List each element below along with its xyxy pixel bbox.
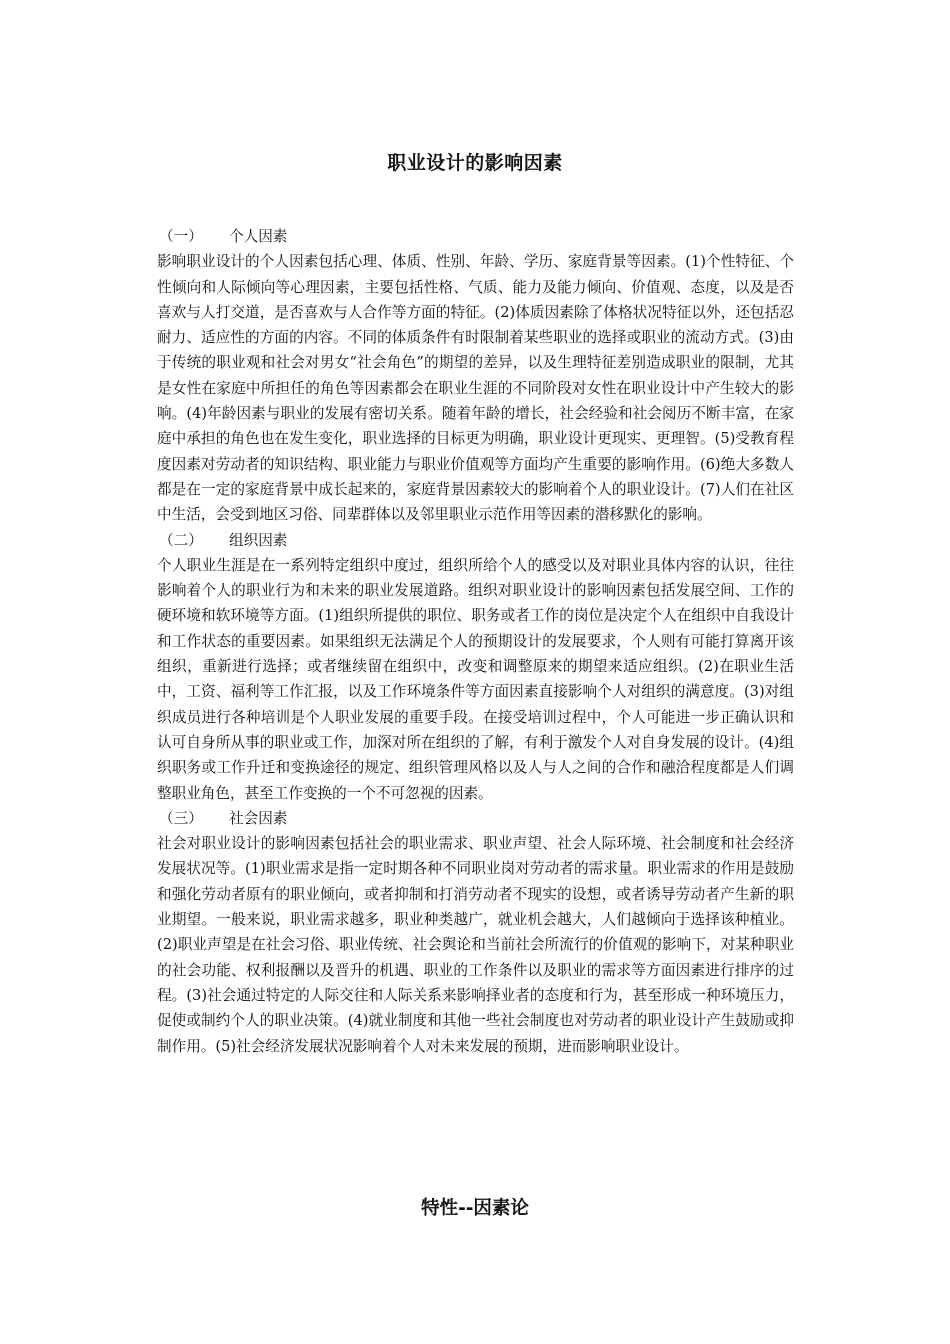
document-body <box>157 224 794 1059</box>
section-heading-society <box>157 806 794 831</box>
section-paragraph-society: 社会对职业设计的影响因素包括社会的职业需求、职业声望、社会人际环境、社会制度和社会经济发展状况等。(1)职业需求是指一定时期各种不同职业岗对劳动者的需求量。职业需求的作用是鼓励和强化劳动者原有的职业倾向，或者抑制和打消劳动者不现实的设想，或者诱导劳动者产生新的职业期望。一般来说，职业需求越多，职业种类越广，就业机会越大，人们越倾向于选择该种植业。(2)职业声望是在社会习俗、职业传统、社会舆论和当前社会所流行的价值观的影响下，对某种职业的社会功能、权利报酬以及晋升的机遇、职业的工作条件以及职业的需求等方面因素进行排序的过程。(3)社会通过特定的人际交往和人际关系来影响择业者的态度和行为，甚至形成一种环境压力，促使或制约个人的职业决策。(4)就业制度和其他一些社会制度也对劳动者的职业设计产生鼓励或抑制作用。(5)社会经济发展状况影响着个人对未来发展的预期，进而影响职业设计。 <box>157 835 794 1055</box>
section-number: （一） <box>159 228 203 245</box>
document-title: 职业设计的影响因素 <box>387 152 563 174</box>
section-paragraph-organization: 个人职业生涯是在一系列特定组织中度过，组织所给个人的感受以及对职业具体内容的认识，往往影响着个人的职业行为和未来的职业发展道路。组织对职业设计的影响因素包括发展空间、工作的硬环境和软环境等方面。(1)组织所提供的职位、职务或者工作的岗位是决定个人在组织中自我设计和工作状态的重要因素。如果组织无法满足个人的预期设计的发展要求，个人则有可能打算离开该组织，重新进行选择；或者继续留在组织中，改变和调整原来的期望来适应组织。(2)在职业生活中，工资、福利等工作汇报，以及工作环境条件等方面因素直接影响个人对组织的满意度。(3)对组织成员进行各种培训是个人职业发展的重要手段。在接受培训过程中，个人可能进一步正确认识和认可自身所从事的职业或工作，加深对所在组织的了解，有利于激发个人对自身发展的设计。(4)组织职务或工作升迁和变换途径的规定、组织管理风格以及人与人之间的合作和融洽程度都是人们调整职业角色，甚至工作变换的一个不可忽视的因素。 <box>157 556 794 802</box>
section-heading-text: 社会因素 <box>229 809 288 827</box>
section-heading-text: 个人因素 <box>229 228 288 245</box>
section-number: （二） <box>159 531 203 549</box>
next-section-title: 特性--因素论 <box>421 1198 529 1219</box>
section-number: （三） <box>159 809 203 827</box>
section-paragraph-personal: 影响职业设计的个人因素包括心理、体质、性别、年龄、学历、家庭背景等因素。(1)个性特征、个性倾向和人际倾向等心理因素，主要包括性格、气质、能力及能力倾向、价值观、态度，以及是否喜欢与人打交道，是否喜欢与人合作等方面的特征。(2)体质因素除了体格状况特征以外，还包括忍耐力、适应性的方面的内容。不同的体质条件有时限制着某些职业的选择或职业的流动方式。(3)由于传统的职业观和社会对男女“社会角色”的期望的差异，以及生理特征差别造成职业的限制，尤其是女性在家庭中所担任的角色等因素都会在职业生涯的不同阶段对女性在职业设计中产生较大的影响。(4)年龄因素与职业的发展有密切关系。随着年龄的增长，社会经验和社会阅历不断丰富，在家庭中承担的角色也在发生变化，职业选择的目标更为明确，职业设计更现实、更理智。(5)受教育程度因素对劳动者的知识结构、职业能力与职业价值观等方面均产生重要的影响作用。(6)绝大多数人都是在一定的家庭背景中成长起来的，家庭背景因素较大的影响着个人的职业设计。(7)人们在社区中生活，会受到地区习俗、同辈群体以及邻里职业示范作用等因素的潜移默化的影响。 <box>157 253 794 524</box>
section-heading-text: 组织因素 <box>229 531 288 549</box>
section-heading-organization <box>157 528 794 553</box>
section-heading-personal <box>157 224 794 249</box>
